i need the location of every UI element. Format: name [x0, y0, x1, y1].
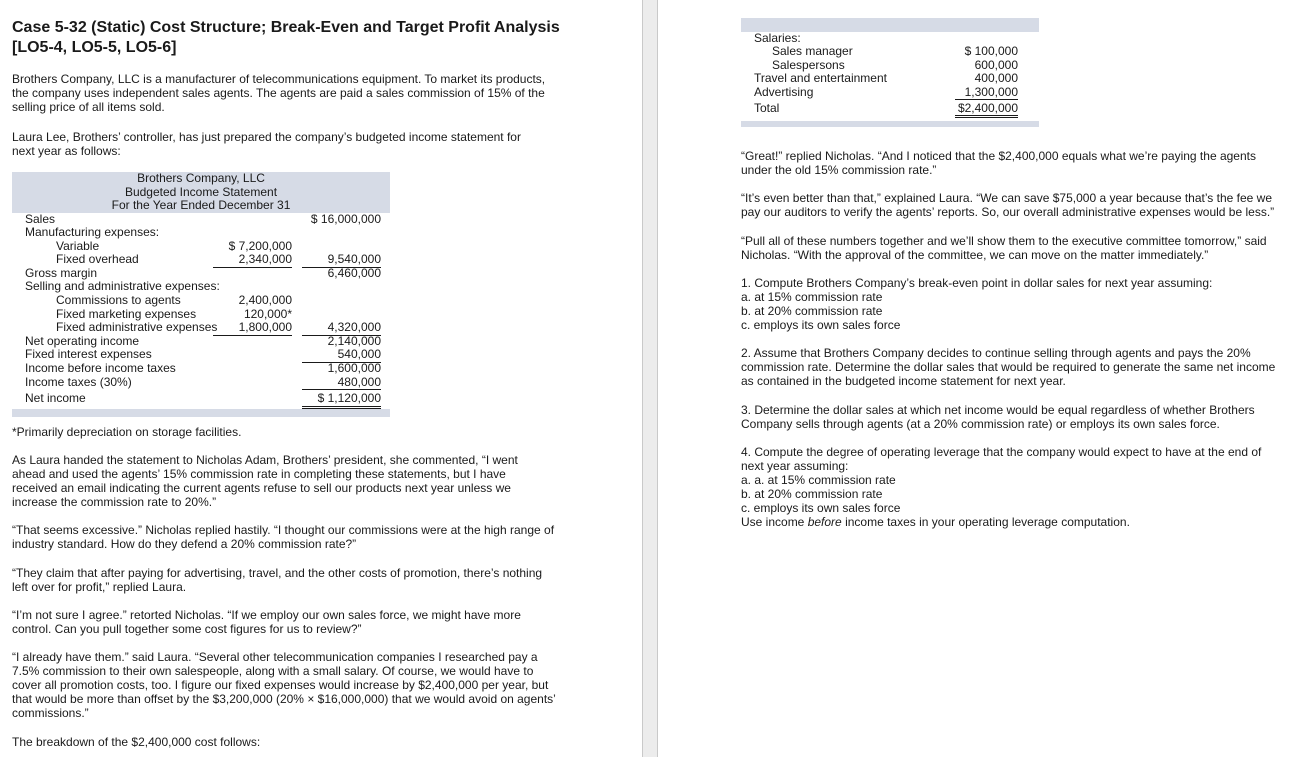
- sal-row-salespersons: Salespersons 600,000: [772, 57, 1018, 72]
- cost-breakdown-table: [741, 18, 1039, 127]
- sal-row-advertising: Advertising 1,300,000: [754, 84, 1018, 99]
- stmt-row-taxes: Income taxes (30%) 480,000: [25, 374, 381, 389]
- stmt-row-sales: Sales $ 16,000,000: [25, 211, 381, 226]
- question-1a: a. at 15% commission rate: [741, 290, 883, 304]
- story-paragraph-3: “They claim that after paying for advertising, travel, and the other costs of promotion, there’s nothing left over for profit,” replied Laura.: [12, 566, 543, 594]
- story-paragraph-2: “That seems excessive.” Nicholas replied hastily. “I thought our commissions were at the high range of industry standard. How do they defend a 20% commission rate?”: [12, 523, 555, 551]
- right-paragraph-2: “It’s even better than that,” explained Laura. “We can save $75,000 a year because that’s the fee we pay our auditors to verify the agents’ reports. So, our overall administrative expenses would be less.”: [741, 191, 1275, 219]
- question-4a: a. a. at 15% commission rate: [741, 473, 896, 487]
- emphasis-before: before: [807, 515, 842, 529]
- story-paragraph-5: “I already have them.” said Laura. “Several other telecommunication companies I researched pay a 7.5% commission to their own salespeople, along with a small salary. Of course, we would have to cover all promotion costs, too. I figure our fixed expenses would increase by $2,400,000 per year, but that would be more than offset by the $3,200,000 (20% × $16,000,000) that we would avoid on agents’ commissions.”: [12, 650, 556, 720]
- statement-name: Budgeted Income Statement: [124, 184, 278, 199]
- table-header-band: [741, 18, 1039, 32]
- stmt-row-commissions: Commissions to agents 2,400,000: [56, 293, 292, 308]
- story-paragraph-4: “I’m not sure I agree.” retorted Nicholas. “If we employ our own sales force, we might have more control. Can you pull together some cost figures for us to review?”: [12, 608, 521, 636]
- footnote: *Primarily depreciation on storage facilities.: [12, 425, 242, 439]
- question-4: 4. Compute the degree of operating leverage that the company would expect to have at the end of next year assuming:: [741, 445, 1262, 473]
- right-paragraph-1: “Great!” replied Nicholas. “And I noticed that the $2,400,000 equals what we’re paying the agents under the old 15% commission rate.”: [741, 149, 1256, 177]
- case-title: Case 5-32 (Static) Cost Structure; Break-Even and Target Profit Analysis [LO5-4, LO5-5, LO5-6]: [12, 19, 560, 56]
- intro-paragraph-2: Laura Lee, Brothers’ controller, has just prepared the company’s budgeted income statement for next year as follows:: [12, 130, 521, 158]
- stmt-row-net-income: Net income $ 1,120,000: [12, 392, 390, 406]
- question-1: 1. Compute Brothers Company’s break-even point in dollar sales for next year assuming:: [741, 276, 1213, 290]
- intro-paragraph: Brothers Company, LLC is a manufacturer of telecommunications equipment. To market its products, the company uses independent sales agents. The agents are paid a sales commission of 15% of the selling price of all items sold.: [12, 72, 546, 114]
- question-2: 2. Assume that Brothers Company decides to continue selling through agents and pays the 20% commission rate. Determine the dollar sales that would be required to generate the same net income as contained in the budgeted income statement for next year.: [741, 346, 1276, 388]
- right-page: [741, 0, 1291, 757]
- sal-row-travel: Travel and entertainment 400,000: [754, 71, 1018, 86]
- stmt-row-fixed-overhead: Fixed overhead 2,340,000 9,540,000: [56, 252, 381, 267]
- stmt-row-variable: Variable $ 7,200,000: [56, 238, 292, 253]
- table-footer-band: [741, 121, 1039, 127]
- question-4b: b. at 20% commission rate: [741, 487, 883, 501]
- sal-row-sales-manager: Sales manager $ 100,000: [772, 44, 1018, 59]
- story-paragraph-1: As Laura handed the statement to Nicholas Adam, Brothers’ president, she commented, “I went ahead and used the agents’ 15% commission rate in completing these statements, but I have received an email indicating the current agents refuse to sell our products next year unless we increase the commission rate to 20%.”: [12, 453, 518, 509]
- stmt-row-mfg: Manufacturing expenses:: [25, 225, 160, 240]
- company-name: Brothers Company, LLC: [137, 171, 265, 185]
- story-paragraph-6: The breakdown of the $2,400,000 cost follows:: [12, 735, 261, 749]
- sal-row-total: Total $2,400,000: [741, 102, 1039, 115]
- stmt-row-sga: Selling and administrative expenses:: [25, 279, 220, 294]
- stmt-row-ebt: Income before income taxes 1,600,000: [25, 361, 381, 376]
- right-paragraph-3: “Pull all of these numbers together and we’ll show them to the executive committee tomorrow,” said Nicholas. “With the approval of the committee, we can move on the matter immediately.”: [741, 234, 1267, 262]
- page-divider: [642, 0, 658, 757]
- statement-footer-band: [12, 409, 390, 417]
- question-1c: c. employs its own sales force: [741, 318, 901, 332]
- question-4-note: Use income before income taxes in your operating leverage computation.: [741, 515, 1130, 529]
- income-statement: [12, 172, 390, 417]
- question-3: 3. Determine the dollar sales at which net income would be equal regardless of whether Brothers Company sells through agents (at a 20% commission rate) or employs its own sales force.: [741, 403, 1255, 431]
- stmt-row-fixed-marketing: Fixed marketing expenses 120,000*: [56, 306, 292, 321]
- sal-row-salaries: Salaries:: [754, 31, 801, 45]
- statement-header: [12, 172, 390, 213]
- stmt-row-gross-margin: Gross margin 6,460,000: [25, 265, 381, 280]
- stmt-row-fixed-admin: Fixed administrative expenses 1,800,000 4,320,000: [56, 320, 381, 335]
- stmt-row-interest: Fixed interest expenses 540,000: [25, 347, 381, 362]
- question-1b: b. at 20% commission rate: [741, 304, 883, 318]
- left-page: [12, 0, 632, 757]
- stmt-row-noi: Net operating income 2,140,000: [25, 333, 381, 348]
- question-4c: c. employs its own sales force: [741, 501, 901, 515]
- statement-period: For the Year Ended December 31: [111, 198, 291, 212]
